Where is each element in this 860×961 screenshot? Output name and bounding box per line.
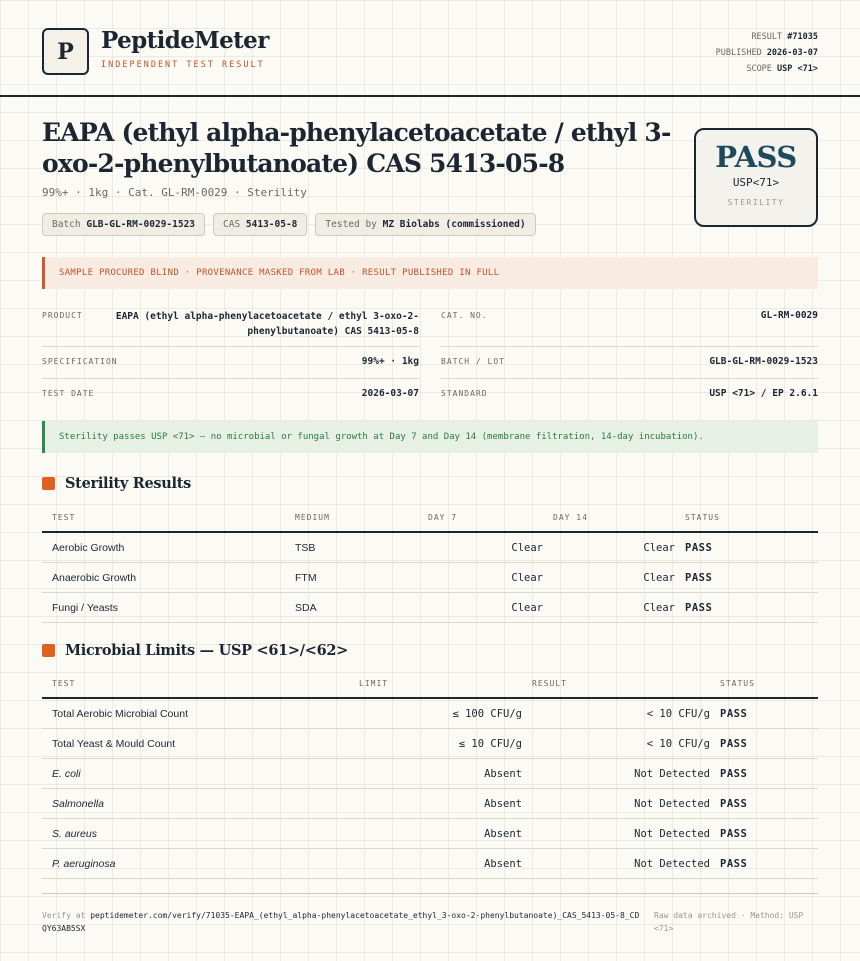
test-name: Total Yeast & Mould Count xyxy=(42,729,359,759)
date-row xyxy=(42,378,419,408)
test-name: Total Aerobic Microbial Count xyxy=(42,698,359,729)
catno-row xyxy=(441,304,818,347)
table-row xyxy=(42,759,818,789)
provenance-banner: SAMPLE PROCURED BLIND · PROVENANCE MASKED FROM LAB · RESULT PUBLISHED IN FULL xyxy=(42,257,818,289)
sterility-section-title: Sterility Results xyxy=(65,475,191,492)
medium: FTM xyxy=(295,563,428,593)
tested-by-chip: Tested by MZ Biolabs (commissioned) xyxy=(315,213,535,236)
column-header: RESULT xyxy=(532,669,720,698)
column-header: TEST xyxy=(42,503,295,532)
column-header: TEST xyxy=(42,669,359,698)
cas-chip: CAS 5413-05-8 xyxy=(213,213,307,236)
medium: TSB xyxy=(295,532,428,563)
limit: Absent xyxy=(359,789,532,819)
verdict-standard: USP<71> xyxy=(732,176,780,189)
verdict-badge xyxy=(694,128,818,227)
catno-value: GL-RM-0029 xyxy=(760,310,818,321)
brand-name: PeptideMeter xyxy=(101,27,269,54)
limit: ≤ 10 CFU/g xyxy=(359,729,532,759)
result: < 10 CFU/g xyxy=(532,698,720,729)
batch-chip: Batch GLB-GL-RM-0029-1523 xyxy=(42,213,205,236)
table-row xyxy=(42,789,818,819)
test-name: Fungi / Yeasts xyxy=(42,593,295,623)
column-header: LIMIT xyxy=(359,669,532,698)
published-date: PUBLISHED 2026-03-07 xyxy=(715,48,818,58)
spec-label: SPECIFICATION xyxy=(42,357,118,366)
test-name: Anaerobic Growth xyxy=(42,563,295,593)
page-header xyxy=(0,0,860,97)
result: Not Detected xyxy=(532,759,720,789)
status-badge: PASS xyxy=(720,849,818,879)
standard-value: USP <71> / EP 2.6.1 xyxy=(709,388,818,399)
medium: SDA xyxy=(295,593,428,623)
status-badge: PASS xyxy=(720,698,818,729)
test-name: P. aeruginosa xyxy=(42,849,359,879)
day14-result: Clear xyxy=(553,532,685,563)
product-label: PRODUCT xyxy=(42,311,83,320)
table-row xyxy=(42,729,818,759)
status-badge: PASS xyxy=(720,819,818,849)
footer-divider xyxy=(42,893,818,894)
verify-note xyxy=(42,909,642,935)
table-row xyxy=(42,593,818,623)
catno-label: CAT. NO. xyxy=(441,311,488,320)
table-row xyxy=(42,849,818,879)
archive-note: Raw data archived · Method: USP <71> xyxy=(654,911,804,933)
sterility-table xyxy=(42,503,818,623)
day14-result: Clear xyxy=(553,593,685,623)
result-number: RESULT #71035 xyxy=(751,32,818,42)
batch-value: GLB-GL-RM-0029-1523 xyxy=(709,356,818,367)
page-title: EAPA (ethyl alpha-phenylacetoacetate / ethyl 3-oxo-2-phenylbutanoate) CAS 5413-05-8 xyxy=(42,118,671,178)
limit: Absent xyxy=(359,759,532,789)
scope: SCOPE USP <71> xyxy=(746,64,818,74)
batch-label: BATCH / LOT xyxy=(441,357,505,366)
table-row xyxy=(42,819,818,849)
day7-result: Clear xyxy=(428,593,553,623)
column-header: MEDIUM xyxy=(295,503,428,532)
section-marker-icon xyxy=(42,477,55,490)
table-header-row xyxy=(42,669,818,698)
test-name: E. coli xyxy=(42,759,359,789)
spec-row xyxy=(42,346,419,379)
column-header: DAY 7 xyxy=(428,503,553,532)
status-badge: PASS xyxy=(685,593,818,623)
day7-result: Clear xyxy=(428,563,553,593)
spec-value: 99%+ · 1kg xyxy=(361,356,419,367)
limit: ≤ 100 CFU/g xyxy=(359,698,532,729)
verdict-word: PASS xyxy=(715,140,797,174)
table-header-row xyxy=(42,503,818,532)
product-value: EAPA (ethyl alpha-phenylacetoacetate / ethyl 3-oxo-2-phenylbutanoate) CAS 5413-05-8 xyxy=(115,311,419,337)
product-row xyxy=(42,304,419,347)
verify-link[interactable]: peptidemeter.com/verify/71035-EAPA_(ethyl_alpha-phenylacetoacetate_ethyl_3-oxo-2-phenylbutanoate)_CAS_5413-05-8_CDQY63AB5SX xyxy=(42,911,640,933)
limit: Absent xyxy=(359,819,532,849)
status-badge: PASS xyxy=(685,532,818,563)
table-row xyxy=(42,698,818,729)
batch-row xyxy=(441,346,818,379)
microbial-section-title: Microbial Limits — USP <61>/<62> xyxy=(65,642,349,659)
logo-letter: P xyxy=(57,38,74,65)
date-value: 2026-03-07 xyxy=(361,388,419,399)
section-marker-icon xyxy=(42,644,55,657)
day14-result: Clear xyxy=(553,563,685,593)
standard-label: STANDARD xyxy=(441,389,488,398)
info-chips xyxy=(42,213,536,236)
sterility-summary-banner: Sterility passes USP <71> — no microbial or fungal growth at Day 7 and Day 14 (membrane filtration, 14-day incubation). xyxy=(42,421,818,453)
status-badge: PASS xyxy=(720,759,818,789)
column-header: STATUS xyxy=(685,503,818,532)
test-name: S. aureus xyxy=(42,819,359,849)
table-row xyxy=(42,563,818,593)
brand-subtitle: INDEPENDENT TEST RESULT xyxy=(101,60,265,70)
verify-prefix: Verify at xyxy=(42,911,86,920)
result-meta xyxy=(716,29,818,77)
result: < 10 CFU/g xyxy=(532,729,720,759)
day7-result: Clear xyxy=(428,532,553,563)
result: Not Detected xyxy=(532,819,720,849)
column-header: STATUS xyxy=(720,669,818,698)
status-badge: PASS xyxy=(720,789,818,819)
microbial-section-heading xyxy=(42,642,348,659)
microbial-table xyxy=(42,669,818,879)
result: Not Detected xyxy=(532,849,720,879)
column-header: DAY 14 xyxy=(553,503,685,532)
table-row xyxy=(42,532,818,563)
brand-logo xyxy=(42,28,89,75)
result: Not Detected xyxy=(532,789,720,819)
test-name: Salmonella xyxy=(42,789,359,819)
verdict-kind: STERILITY xyxy=(727,198,785,207)
status-badge: PASS xyxy=(685,563,818,593)
sterility-section-heading xyxy=(42,475,191,492)
standard-row xyxy=(441,378,818,408)
product-subline: 99%+ · 1kg · Cat. GL-RM-0029 · Sterility xyxy=(42,186,307,199)
test-name: Aerobic Growth xyxy=(42,532,295,563)
status-badge: PASS xyxy=(720,729,818,759)
date-label: TEST DATE xyxy=(42,389,95,398)
limit: Absent xyxy=(359,849,532,879)
